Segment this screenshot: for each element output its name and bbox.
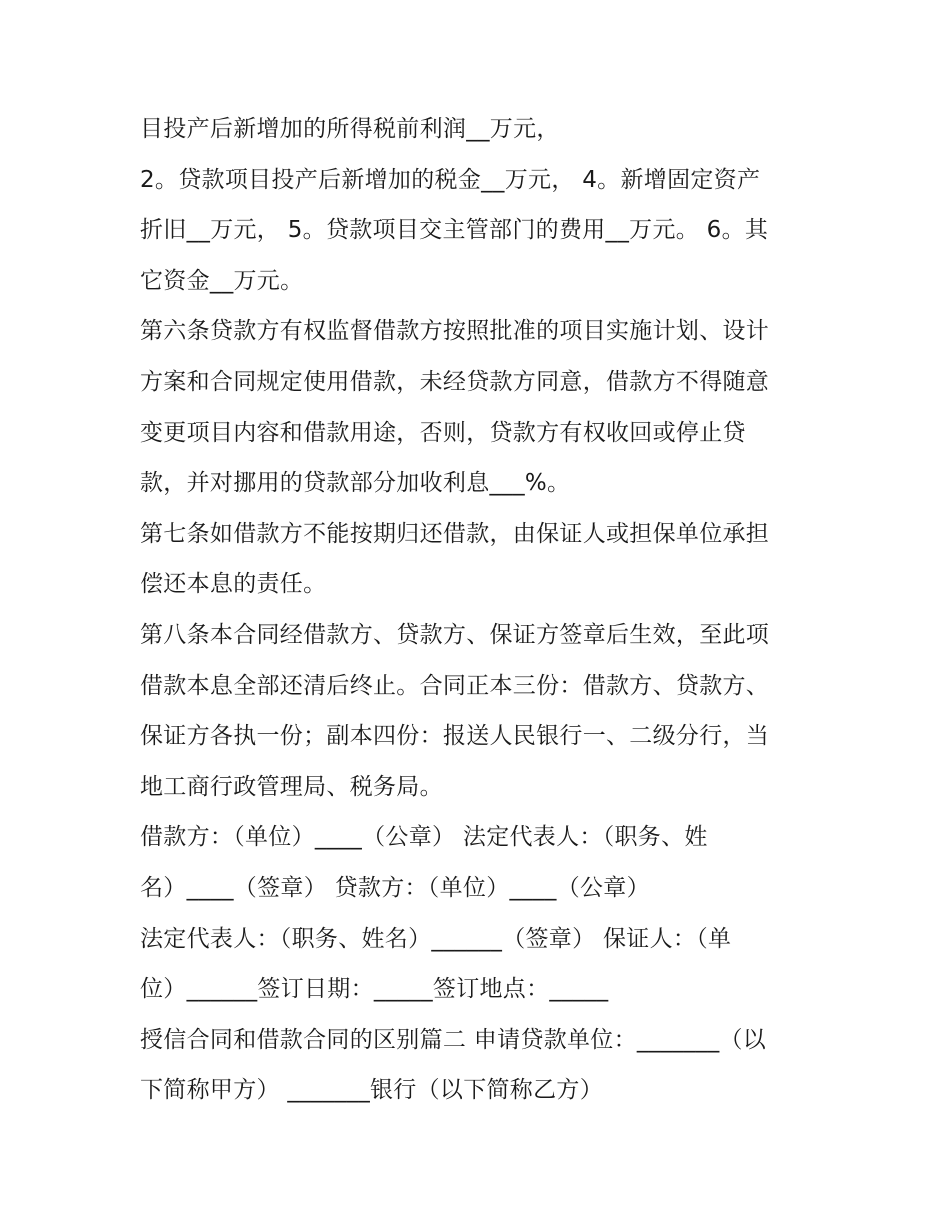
text-line: 借款方：（单位）____（公章） 法定代表人：（职务、姓	[140, 824, 708, 851]
text-line: 折旧__万元， 5。贷款项目交主管部门的费用__万元。 6。其	[140, 217, 769, 244]
text-line: 2。贷款项目投产后新增加的税金__万元， 4。新增固定资产	[140, 166, 761, 193]
text-line: 保证方各执一份；副本四份：报送人民银行一、二级分行，当	[140, 723, 770, 750]
text-line: 偿还本息的责任。	[140, 571, 327, 598]
text-line: 名）____（签章） 贷款方：（单位）____（公章）	[140, 874, 650, 901]
text-line: 下简称甲方） _______银行（以下简称乙方）	[140, 1077, 604, 1104]
text-line: 它资金__万元。	[140, 267, 304, 294]
document-body	[140, 104, 820, 1116]
text-line: 第八条本合同经借款方、贷款方、保证方签章后生效，至此项	[140, 621, 770, 648]
text-line: 款，并对挪用的贷款部分加收利息___%。	[140, 470, 571, 497]
text-line: 目投产后新增加的所得税前利润__万元，	[140, 116, 560, 142]
text-line: 方案和合同规定使用借款，未经贷款方同意，借款方不得随意	[140, 368, 770, 395]
text-line: 第六条贷款方有权监督借款方按照批准的项目实施计划、设计	[140, 318, 770, 345]
text-line: 位）______签订日期：_____签订地点：_____	[140, 976, 609, 1003]
text-line: 地工商行政管理局、税务局。	[140, 773, 443, 800]
text-line: 法定代表人：（职务、姓名）______（签章） 保证人：（单	[140, 925, 732, 952]
text-line: 授信合同和借款合同的区别篇二 申请贷款单位：_______（以	[140, 1026, 767, 1053]
text-line: 变更项目内容和借款用途，否则，贷款方有权收回或停止贷	[140, 419, 746, 446]
text-line: 第七条如借款方不能按期归还借款，由保证人或担保单位承担	[140, 520, 770, 547]
text-line: 借款本息全部还清后终止。合同正本三份：借款方、贷款方、	[140, 672, 770, 699]
